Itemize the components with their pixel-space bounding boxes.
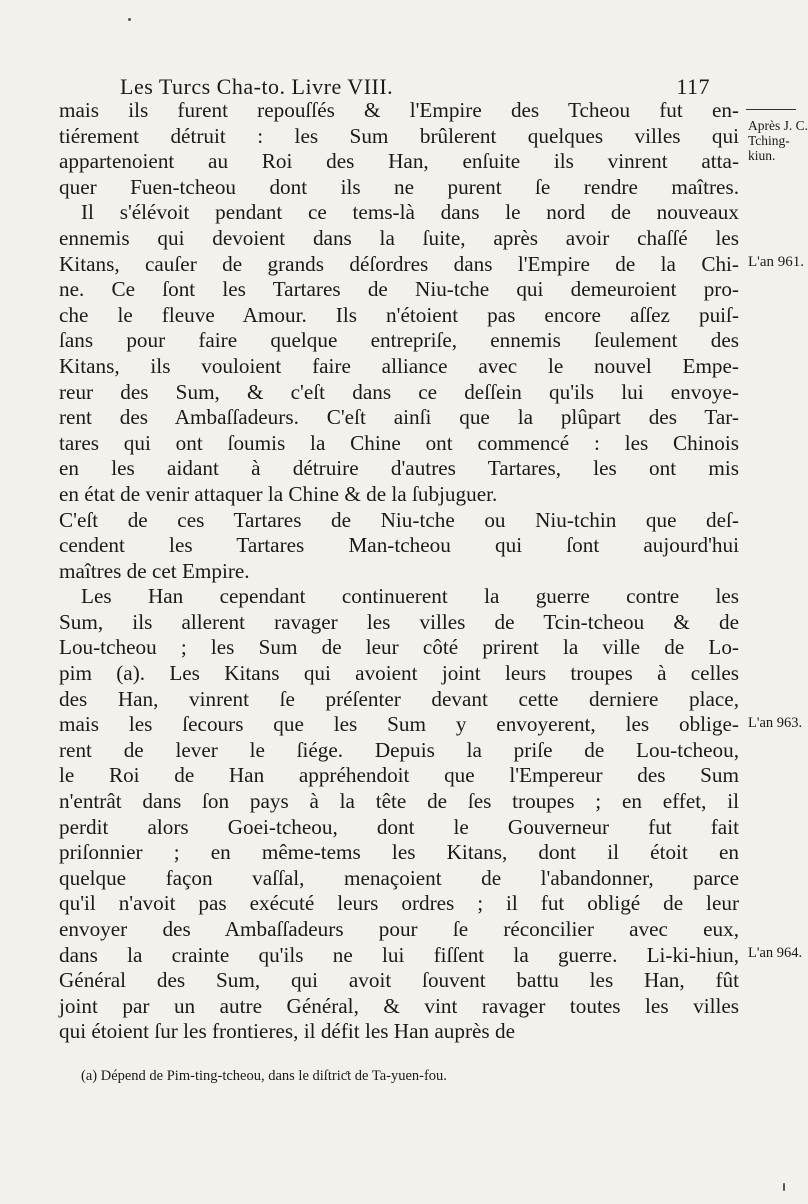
margin-note-year: L'an 963.: [748, 715, 803, 731]
text-line: dans la crainte qu'ils ne lui fiſſent la guerre. Li-ki-hiun,: [59, 942, 739, 967]
text-line: Kitans, cauſer de grands déſordres dans l'Empire de la Chi-: [59, 251, 739, 276]
text-line: tares qui ont ſoumis la Chine ont commencé : les Chinois: [59, 430, 739, 455]
text-line: rent de lever le ſiége. Depuis la priſe de Lou-tcheou,: [59, 737, 739, 762]
text-line: en état de venir attaquer la Chine & de la ſubjuguer.: [59, 481, 498, 506]
text-line: ſans pour faire quelque entrepriſe, ennemis ſeulement des: [59, 328, 739, 353]
paper-speck: [128, 18, 131, 21]
footnote: (a) Dépend de Pim-ting-tcheou, dans le diſtriƈt de Ta-yuen-fou.: [81, 1068, 447, 1084]
margin-note-line: Tching-: [748, 133, 790, 148]
text-line: reur des Sum, & c'eſt dans ce deſſein qu'ils lui envoye-: [59, 379, 739, 404]
text-line: Sum, ils allerent ravager les villes de Tcin-tcheou & de: [59, 609, 739, 634]
running-title: Les Turcs Cha-to. Livre VIII.: [120, 74, 394, 99]
text-line: Général des Sum, qui avoit ſouvent battu les Han, fût: [59, 968, 739, 993]
text-line: ne. Ce ſont les Tartares de Niu-tche qui demeuroient pro-: [59, 277, 739, 302]
text-line: ennemis qui devoient dans la ſuite, après avoir chaſſé les: [59, 225, 739, 250]
text-line: appartenoient au Roi des Han, enſuite ils vinrent atta-: [59, 149, 739, 174]
text-line: mais ils furent repouſſés & l'Empire des Tcheou fut en-: [59, 98, 739, 122]
margin-note-year: L'an 961.: [748, 254, 805, 270]
text-line: Il s'élévoit pendant ce tems-là dans le nord de nouveaux: [81, 200, 739, 225]
body-text: [59, 98, 739, 1045]
text-line: quer Fuen-tcheou dont ils ne purent ſe rendre maîtres.: [59, 174, 739, 199]
text-line: le Roi de Han appréhendoit que l'Empereur des Sum: [59, 763, 739, 788]
text-line: envoyer des Ambaſſadeurs pour ſe réconcilier avec eux,: [59, 917, 739, 941]
text-line: quelque façon vaſſal, menaçoient de l'abandonner, parce: [59, 865, 739, 890]
text-line: n'entrât dans ſon pays à la tête de ſes troupes ; en effet, il: [59, 789, 739, 814]
text-line: priſonnier ; en même-tems les Kitans, dont il étoit en: [59, 840, 739, 865]
text-line: rent des Ambaſſadeurs. C'eſt ainſi que la plûpart des Tar-: [59, 405, 739, 430]
margin-rule: [746, 109, 796, 110]
text-line: che le fleuve Amour. Ils n'étoient pas encore aſſez puiſ-: [59, 302, 739, 327]
text-line: joint par un autre Général, & vint ravager toutes les villes: [59, 993, 739, 1018]
text-line: tiérement détruit : les Sum brûlerent quelques villes qui: [59, 123, 739, 148]
margin-note-line: kiun.: [748, 148, 776, 163]
text-line: Lou-tcheou ; les Sum de leur côté prirent la ville de Lo-: [59, 635, 739, 660]
text-line: mais les ſecours que les Sum y envoyerent, les oblige-: [59, 712, 739, 737]
text-line: cendent les Tartares Man-tcheou qui ſont aujourd'hui: [59, 533, 739, 558]
text-line: perdit alors Goei-tcheou, dont le Gouverneur fut fait: [59, 814, 739, 839]
text-line: des Han, vinrent ſe préſenter devant cette derniere place,: [59, 686, 739, 711]
text-line: qu'il n'avoit pas exécuté leurs ordres ; il fut obligé de leur: [59, 891, 739, 916]
margin-note-line: Après J. C.: [748, 118, 808, 133]
margin-note-year: L'an 964.: [748, 945, 803, 961]
page-number: 117: [676, 74, 710, 99]
paper-speck: [783, 1183, 785, 1191]
text-line: Les Han cependant continuerent la guerre contre les: [81, 584, 739, 609]
text-line: C'eſt de ces Tartares de Niu-tche ou Niu-tchin que deſ-: [59, 507, 739, 532]
text-line: pim (a). Les Kitans qui avoient joint leurs troupes à celles: [59, 661, 739, 686]
text-line: Kitans, ils vouloient faire alliance avec le nouvel Empe-: [59, 353, 739, 378]
margin-note-reign: [748, 118, 808, 163]
text-line: en les aidant à détruire d'autres Tartares, les ont mis: [59, 456, 739, 481]
text-line: maîtres de cet Empire.: [59, 558, 250, 583]
text-line: qui étoient ſur les frontieres, il défit les Han auprès de: [59, 1019, 515, 1044]
